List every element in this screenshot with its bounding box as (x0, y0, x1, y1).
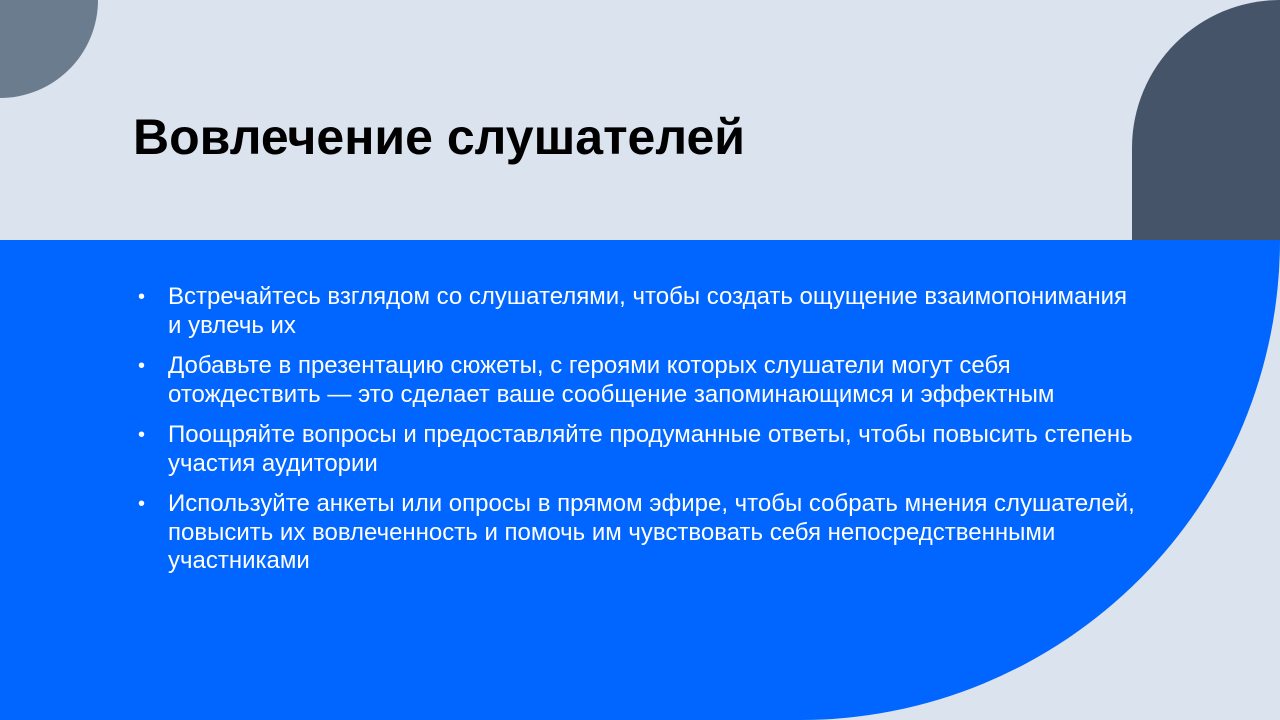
bullet-item (136, 490, 1136, 576)
bullet-dot-icon: • (138, 493, 146, 515)
bullet-text: Встречайтесь взглядом со слушателями, чтобы создать ощущение взаимопонимания и увлечь их (168, 283, 1128, 339)
bullet-dot-icon: • (138, 424, 146, 446)
bullet-text: Используйте анкеты или опросы в прямом эфире, чтобы собрать мнения слушателей, повысить их вовлеченность и помочь им чувствовать себя непосредственными участниками (168, 490, 1135, 574)
bullet-item (136, 283, 1136, 340)
leaf-decoration-shape (1132, 0, 1280, 240)
corner-decoration-shape (0, 0, 98, 98)
bullet-list (136, 283, 1136, 588)
bullet-dot-icon: • (138, 286, 146, 308)
bullet-text: Добавьте в презентацию сюжеты, с героями которых слушатели могут себя отождествить — это сделает ваше сообщение запоминающимся и эффектным (168, 352, 1055, 408)
bullet-dot-icon: • (138, 355, 146, 377)
bullet-text: Поощряйте вопросы и предоставляйте продуманные ответы, чтобы повысить степень участия аудитории (168, 421, 1133, 477)
bullet-item (136, 421, 1136, 478)
slide-title: Вовлечение слушателей (133, 109, 746, 165)
bullet-item (136, 352, 1136, 409)
